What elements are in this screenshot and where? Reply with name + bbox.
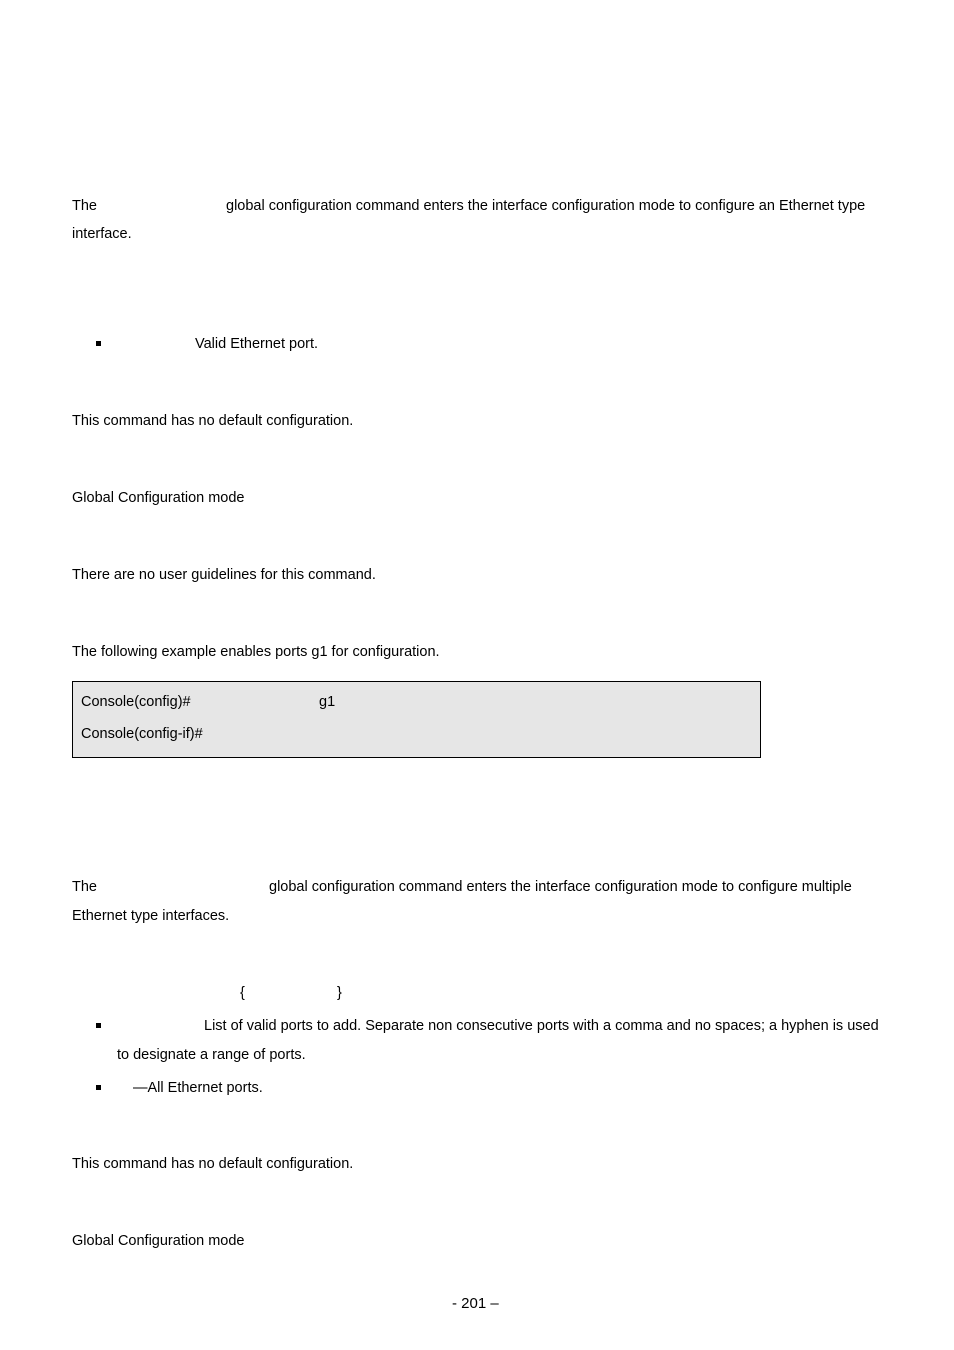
- description-text-continued: Ethernet type interfaces.: [72, 908, 230, 924]
- parameter-description: —All Ethernet ports.: [133, 1080, 263, 1096]
- example-intro-text: The following example enables ports g1 for configuration.: [72, 644, 440, 660]
- bullet-icon: [96, 341, 101, 346]
- description-text-continued: interface.: [72, 226, 132, 242]
- command-mode-text: Global Configuration mode: [72, 1233, 245, 1249]
- code-prompt: Console(config)#: [81, 694, 191, 710]
- example-code-box: [72, 681, 761, 758]
- bullet-icon: [96, 1023, 101, 1028]
- parameter-description-continued: to designate a range of ports.: [117, 1047, 306, 1063]
- bullet-icon: [96, 1085, 101, 1090]
- syntax-open-brace: {: [240, 985, 245, 1001]
- user-guidelines-text: There are no user guidelines for this command.: [72, 567, 376, 583]
- page-number: - 201 –: [452, 1295, 499, 1312]
- syntax-close-brace: }: [337, 985, 342, 1001]
- default-configuration-text: This command has no default configuration.: [72, 413, 354, 429]
- code-prompt: Console(config-if)#: [81, 726, 203, 742]
- description-prefix: The: [72, 198, 97, 214]
- command-mode-text: Global Configuration mode: [72, 490, 245, 506]
- default-configuration-text: This command has no default configuration.: [72, 1156, 354, 1172]
- code-argument: g1: [319, 694, 336, 710]
- parameter-description: List of valid ports to add. Separate non consecutive ports with a comma and no spaces; a hyphen is used: [204, 1018, 879, 1034]
- description-text: global configuration command enters the interface configuration mode to configure multiple: [269, 879, 852, 895]
- parameter-description: Valid Ethernet port.: [195, 336, 319, 352]
- description-prefix: The: [72, 879, 97, 895]
- description-text: global configuration command enters the interface configuration mode to configure an Ethernet type: [226, 198, 866, 214]
